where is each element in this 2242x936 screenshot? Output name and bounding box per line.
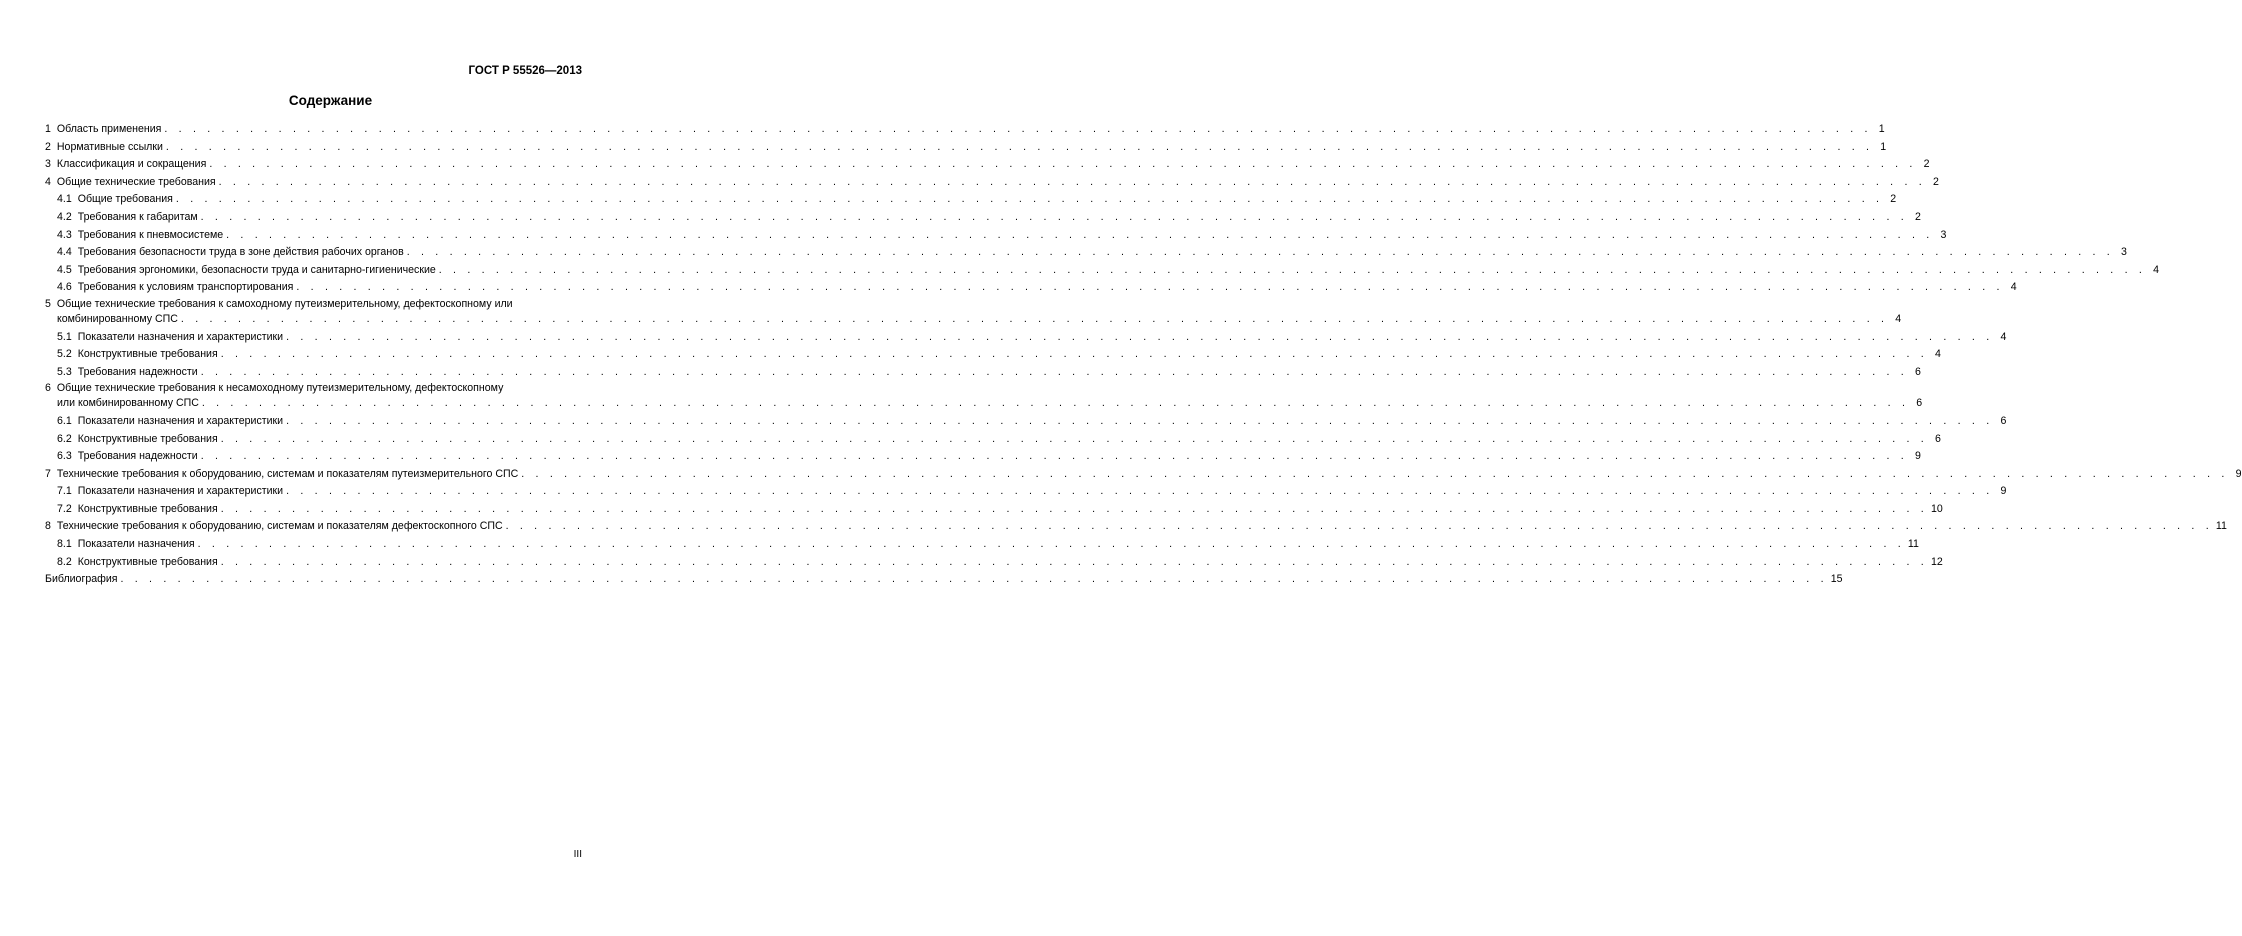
toc-entry-page: 1 xyxy=(1880,140,1887,153)
toc-entry-label: Показатели назначения xyxy=(77,538,195,551)
toc-entry-page: 2 xyxy=(1890,193,1897,206)
toc-entry xyxy=(45,297,585,311)
toc-leader-dots: . . . . . . . . . . . . . . . . . . . . . . . . . . . . . . . . . . . . . . . . . . . . . . . . . . . . . . . . . . . . . . . . . . . . . . . . . . . . . . . . . . . . . . . . . . . . . . . . . . . . . . . . . . . . . . . . . . . . . . . . xyxy=(180,312,1889,325)
toc-leader-dots: . . . . . . . . . . . . . . . . . . . . . . . . . . . . . . . . . . . . . . . . . . . . . . . . . . . . . . . . . . . . . . . . . . . . . . . . . . . . . . . . . . . . . . . . . . . . . . . . . . . . . . . . . . . . . . . . . . . . . . . . xyxy=(286,330,1994,343)
toc-entry-label: Конструктивные требования xyxy=(77,502,218,515)
toc-leader-dots: . . . . . . . . . . . . . . . . . . . . . . . . . . . . . . . . . . . . . . . . . . . . . . . . . . . . . . . . . . . . . . . . . . . . . . . . . . . . . . . . . . . . . . . . . . . . . . . . . . . . . . . . . . . . . . . . . . . . . . . . xyxy=(220,555,1928,568)
toc-entry-page: 6 xyxy=(1916,397,1923,410)
standard-designation: ГОСТ Р 55526—2013 xyxy=(468,65,582,77)
toc-entry-page: 4 xyxy=(2153,263,2160,276)
toc-entry-number: 5.2 xyxy=(57,348,72,361)
toc-entry-number: 7.2 xyxy=(57,502,72,515)
toc-entry-label: Требования надежности xyxy=(77,450,198,463)
toc-entry-number: 5.1 xyxy=(57,330,72,343)
toc-entry-page: 4 xyxy=(2000,330,2007,343)
toc-entry-label: Классификация и сокращения xyxy=(56,158,207,171)
toc-entry-number: 7 xyxy=(45,467,51,480)
toc-leader-dots: . . . . . . . . . . . . . . . . . . . . . . . . . . . . . . . . . . . . . . . . . . . . . . . . . . . . . . . . . . . . . . . . . . . . . . . . . . . . . . . . . . . . . . . . . . . . . . . . . . . . . . . . . . . . . . . . . . . . . . . . xyxy=(200,365,1908,378)
toc-entry-page: 6 xyxy=(1915,365,1921,378)
toc-entry-label: Общие технические требования к самоходному путеизмерительному, дефектоскопному или xyxy=(56,297,513,310)
toc-entry-page: 2 xyxy=(1923,158,1930,171)
toc-leader-dots: . . . . . . . . . . . . . . . . . . . . . . . . . . . . . . . . . . . . . . . . . . . . . . . . . . . . . . . . . . . . . . . . . . . . . . . . . . . . . . . . . . . . . . . . . . . . . . . . . . . . . . . . . . . . . . . . . . . . . . . . xyxy=(201,397,1910,410)
toc-entry-number: 4.4 xyxy=(57,246,72,259)
toc-entry-number: 4.5 xyxy=(57,263,72,276)
toc-entry-page: 3 xyxy=(1940,228,1947,241)
toc-entry-label: Требования эргономики, безопасности труда и санитарно-гигиенические xyxy=(77,263,436,276)
toc-entry-page: 12 xyxy=(1930,555,1943,568)
toc-entry-number: 5.3 xyxy=(57,365,72,378)
toc-entry-label: Требования к пневмосистеме xyxy=(77,228,224,241)
toc-entry xyxy=(45,501,1943,519)
toc-entry xyxy=(45,244,2127,262)
toc-leader-dots: . . . . . . . . . . . . . . . . . . . . . . . . . . . . . . . . . . . . . . . . . . . . . . . . . . . . . . . . . . . . . . . . . . . . . . . . . . . . . . . . . . . . . . . . . . . . . . . . . . . . . . . . . . . . . . . . . . . . . . . . xyxy=(220,502,1928,515)
toc-leader-dots: . . . . . . . . . . . . . . . . . . . . . . . . . . . . . . . . . . . . . . . . . . . . . . . . . . . . . . . . . . . . . . . . . . . . . . . . . . . . . . . . . . . . . . . . . . . . . . . . . . . . . . . . . . . . . . . . . . . . . . . . xyxy=(164,123,1872,135)
toc-entry-label: Требования безопасности труда в зоне действия рабочих органов xyxy=(77,246,404,259)
toc-entry-page: 3 xyxy=(2121,246,2127,259)
toc-entry xyxy=(45,431,1941,449)
toc-entry-number: 6 xyxy=(45,382,51,395)
toc-entry-number: 6.1 xyxy=(57,414,72,427)
toc-entry xyxy=(45,518,2227,536)
toc-leader-dots: . . . . . . . . . . . . . . . . . . . . . . . . . . . . . . . . . . . . . . . . . . . . . . . . . . . . . . . . . . . . . . . . . . . . . . . . . . . . . . . . . . . . . . . . . . . . . . . . . . . . . . . . . . . . . . . . . . . . . . . . xyxy=(197,538,1905,551)
toc-entry-label: Показатели назначения и характеристики xyxy=(77,485,284,498)
toc-entry-number: 1 xyxy=(45,123,51,135)
toc-leader-dots: . . . . . . . . . . . . . . . . . . . . . . . . . . . . . . . . . . . . . . . . . . . . . . . . . . . . . . . . . . . . . . . . . . . . . . . . . . . . . . . . . . . . . . . . . . . . . . . . . . . . . . . . . . . . . . . . . . . . . . . . xyxy=(226,228,1934,241)
toc-entry xyxy=(45,448,1921,466)
toc-entry-page: 9 xyxy=(2000,485,2007,498)
toc-entry-page: 4 xyxy=(2010,281,2017,294)
toc-entry xyxy=(45,536,1919,554)
toc-entry-page: 6 xyxy=(1935,432,1941,445)
toc-entry xyxy=(45,413,2007,431)
toc-entry-number: 8.2 xyxy=(57,555,72,568)
toc-leader-dots: . . . . . . . . . . . . . . . . . . . . . . . . . . . . . . . . . . . . . . . . . . . . . . . . . . . . . . . . . . . . . . . . . . . . . . . . . . . . . . . . . . . . . . . . . . . . . . . . . . . . . . . . . . . . . . . . . . . . . . . . xyxy=(200,450,1908,463)
toc-leader-dots: . . . . . . . . . . . . . . . . . . . . . . . . . . . . . . . . . . . . . . . . . . . . . . . . . . . . . . . . . . . . . . . . . . . . . . . . . . . . . . . . . . . . . . . . . . . . . . . . . . . . . . . . . . . . . . . . . . . . . . . . xyxy=(175,193,1884,206)
toc-entry-number: 4 xyxy=(45,175,51,188)
page-title: Содержание xyxy=(288,93,373,108)
toc-entry-number: 8.1 xyxy=(57,538,72,551)
toc-entry-label: Конструктивные требования xyxy=(77,348,218,361)
toc-entry-label: Технические требования к оборудованию, системам и показателям дефектоскопного СПС xyxy=(56,520,503,533)
toc-entry xyxy=(45,554,1943,572)
toc-entry-label: Область применения xyxy=(56,123,162,135)
toc-leader-dots: . . . . . . . . . . . . . . . . . . . . . . . . . . . . . . . . . . . . . . . . . . . . . . . . . . . . . . . . . . . . . . . . . . . . . . . . . . . . . . . . . . . . . . . . . . . . . . . . . . . . . . . . . . . . . . . . . . . . . . . . xyxy=(505,520,2213,533)
toc-entry xyxy=(45,121,1885,139)
toc-entry-label: Показатели назначения и характеристики xyxy=(77,330,284,343)
toc-entry-number: 4.1 xyxy=(57,193,72,206)
toc-entry-page: 15 xyxy=(1830,573,1843,586)
toc-entry-page: 6 xyxy=(2000,414,2007,427)
toc-entry-number: 8 xyxy=(45,520,51,533)
table-of-contents xyxy=(45,121,2242,589)
toc-entry-label: Библиография xyxy=(45,573,118,586)
toc-entry xyxy=(45,209,1921,227)
toc-leader-dots: . . . . . . . . . . . . . . . . . . . . . . . . . . . . . . . . . . . . . . . . . . . . . . . . . . . . . . . . . . . . . . . . . . . . . . . . . . . . . . . . . . . . . . . . . . . . . . . . . . . . . . . . . . . . . . . . . . . . . . . . xyxy=(220,348,1928,361)
toc-leader-dots: . . . . . . . . . . . . . . . . . . . . . . . . . . . . . . . . . . . . . . . . . . . . . . . . . . . . . . . . . . . . . . . . . . . . . . . . . . . . . . . . . . . . . . . . . . . . . . . . . . . . . . . . . . . . . . . . . . . . . . . . xyxy=(165,140,1874,153)
toc-entry-page: 2 xyxy=(1914,210,1921,223)
toc-entry xyxy=(45,156,1930,174)
toc-leader-dots: . . . . . . . . . . . . . . . . . . . . . . . . . . . . . . . . . . . . . . . . . . . . . . . . . . . . . . . . . . . . . . . . . . . . . . . . . . . . . . . . . . . . . . . . . . . . . . . . . . . . . . . . . . . . . . . . . . . . . . . . xyxy=(286,485,1994,498)
toc-entry-label-continued: или комбинированному СПС xyxy=(57,397,199,410)
toc-leader-dots: . . . . . . . . . . . . . . . . . . . . . . . . . . . . . . . . . . . . . . . . . . . . . . . . . . . . . . . . . . . . . . . . . . . . . . . . . . . . . . . . . . . . . . . . . . . . . . . . . . . . . . . . . . . . . . . . . . . . . . . . xyxy=(120,573,1828,586)
toc-leader-dots: . . . . . . . . . . . . . . . . . . . . . . . . . . . . . . . . . . . . . . . . . . . . . . . . . . . . . . . . . . . . . . . . . . . . . . . . . . . . . . . . . . . . . . . . . . . . . . . . . . . . . . . . . . . . . . . . . . . . . . . . xyxy=(438,263,2147,276)
toc-entry-number: 6.2 xyxy=(57,432,72,445)
toc-entry-number: 3 xyxy=(45,158,51,171)
toc-entry xyxy=(45,174,1939,192)
toc-leader-dots: . . . . . . . . . . . . . . . . . . . . . . . . . . . . . . . . . . . . . . . . . . . . . . . . . . . . . . . . . . . . . . . . . . . . . . . . . . . . . . . . . . . . . . . . . . . . . . . . . . . . . . . . . . . . . . . . . . . . . . . . xyxy=(521,467,2229,480)
toc-entry xyxy=(45,346,1941,364)
toc-entry xyxy=(45,311,1902,329)
toc-entry-number: 7.1 xyxy=(57,485,72,498)
toc-leader-dots: . . . . . . . . . . . . . . . . . . . . . . . . . . . . . . . . . . . . . . . . . . . . . . . . . . . . . . . . . . . . . . . . . . . . . . . . . . . . . . . . . . . . . . . . . . . . . . . . . . . . . . . . . . . . . . . . . . . . . . . . xyxy=(218,175,1926,188)
toc-leader-dots: . . . . . . . . . . . . . . . . . . . . . . . . . . . . . . . . . . . . . . . . . . . . . . . . . . . . . . . . . . . . . . . . . . . . . . . . . . . . . . . . . . . . . . . . . . . . . . . . . . . . . . . . . . . . . . . . . . . . . . . . xyxy=(286,414,1994,427)
toc-entry xyxy=(45,279,2017,297)
toc-entry-label: Показатели назначения и характеристики xyxy=(77,414,284,427)
toc-entry-number: 6.3 xyxy=(57,450,72,463)
toc-leader-dots: . . . . . . . . . . . . . . . . . . . . . . . . . . . . . . . . . . . . . . . . . . . . . . . . . . . . . . . . . . . . . . . . . . . . . . . . . . . . . . . . . . . . . . . . . . . . . . . . . . . . . . . . . . . . . . . . . . . . . . . . xyxy=(406,246,2114,259)
toc-entry-label: Требования к габаритам xyxy=(77,210,198,223)
toc-entry xyxy=(45,191,1897,209)
toc-entry-number: 5 xyxy=(45,297,51,310)
toc-entry-number: 4.3 xyxy=(57,228,72,241)
toc-entry-label: Нормативные ссылки xyxy=(56,140,163,153)
toc-entry-label: Общие технические требования xyxy=(56,175,216,188)
toc-entry xyxy=(45,381,585,395)
toc-leader-dots: . . . . . . . . . . . . . . . . . . . . . . . . . . . . . . . . . . . . . . . . . . . . . . . . . . . . . . . . . . . . . . . . . . . . . . . . . . . . . . . . . . . . . . . . . . . . . . . . . . . . . . . . . . . . . . . . . . . . . . . . xyxy=(200,210,1908,223)
toc-entry xyxy=(45,262,2160,280)
toc-entry-number: 4.6 xyxy=(57,281,72,294)
toc-entry-page: 4 xyxy=(1935,348,1941,361)
toc-entry-label: Общие технические требования к несамоходному путеизмерительному, дефектоскопному xyxy=(56,382,504,395)
toc-leader-dots: . . . . . . . . . . . . . . . . . . . . . . . . . . . . . . . . . . . . . . . . . . . . . . . . . . . . . . . . . . . . . . . . . . . . . . . . . . . . . . . . . . . . . . . . . . . . . . . . . . . . . . . . . . . . . . . . . . . . . . . . xyxy=(296,281,2004,294)
toc-entry xyxy=(45,139,1887,157)
toc-entry-page: 9 xyxy=(1915,450,1921,463)
toc-entry-page: 4 xyxy=(1895,312,1902,325)
toc-entry-label: Общие требования xyxy=(77,193,173,206)
toc-leader-dots: . . . . . . . . . . . . . . . . . . . . . . . . . . . . . . . . . . . . . . . . . . . . . . . . . . . . . . . . . . . . . . . . . . . . . . . . . . . . . . . . . . . . . . . . . . . . . . . . . . . . . . . . . . . . . . . . . . . . . . . . xyxy=(209,158,1917,171)
toc-entry xyxy=(45,329,2007,347)
toc-entry xyxy=(45,466,2242,484)
toc-entry-label-continued: комбинированному СПС xyxy=(57,312,178,325)
page-number: III xyxy=(573,849,582,860)
toc-entry xyxy=(45,483,2007,501)
toc-entry-label: Конструктивные требования xyxy=(77,432,218,445)
toc-entry-page: 9 xyxy=(2235,467,2242,480)
toc-entry xyxy=(45,571,1843,589)
toc-entry-page: 2 xyxy=(1932,175,1939,188)
toc-entry-label: Конструктивные требования xyxy=(77,555,218,568)
toc-leader-dots: . . . . . . . . . . . . . . . . . . . . . . . . . . . . . . . . . . . . . . . . . . . . . . . . . . . . . . . . . . . . . . . . . . . . . . . . . . . . . . . . . . . . . . . . . . . . . . . . . . . . . . . . . . . . . . . . . . . . . . . . xyxy=(220,432,1928,445)
toc-entry-page: 11 xyxy=(1907,538,1919,551)
toc-entry-page: 11 xyxy=(2215,520,2227,533)
toc-entry-page: 1 xyxy=(1878,123,1885,135)
toc-entry-page: 10 xyxy=(1930,502,1943,515)
toc-entry xyxy=(45,227,1947,245)
toc-entry-number: 4.2 xyxy=(57,210,72,223)
toc-entry-label: Технические требования к оборудованию, системам и показателям путеизмерительного СПС xyxy=(56,467,519,480)
toc-entry xyxy=(45,395,1923,413)
toc-entry-label: Требования надежности xyxy=(77,365,198,378)
toc-entry-label: Требования к условиям транспортирования xyxy=(77,281,294,294)
toc-entry-number: 2 xyxy=(45,140,51,153)
toc-entry xyxy=(45,364,1921,382)
